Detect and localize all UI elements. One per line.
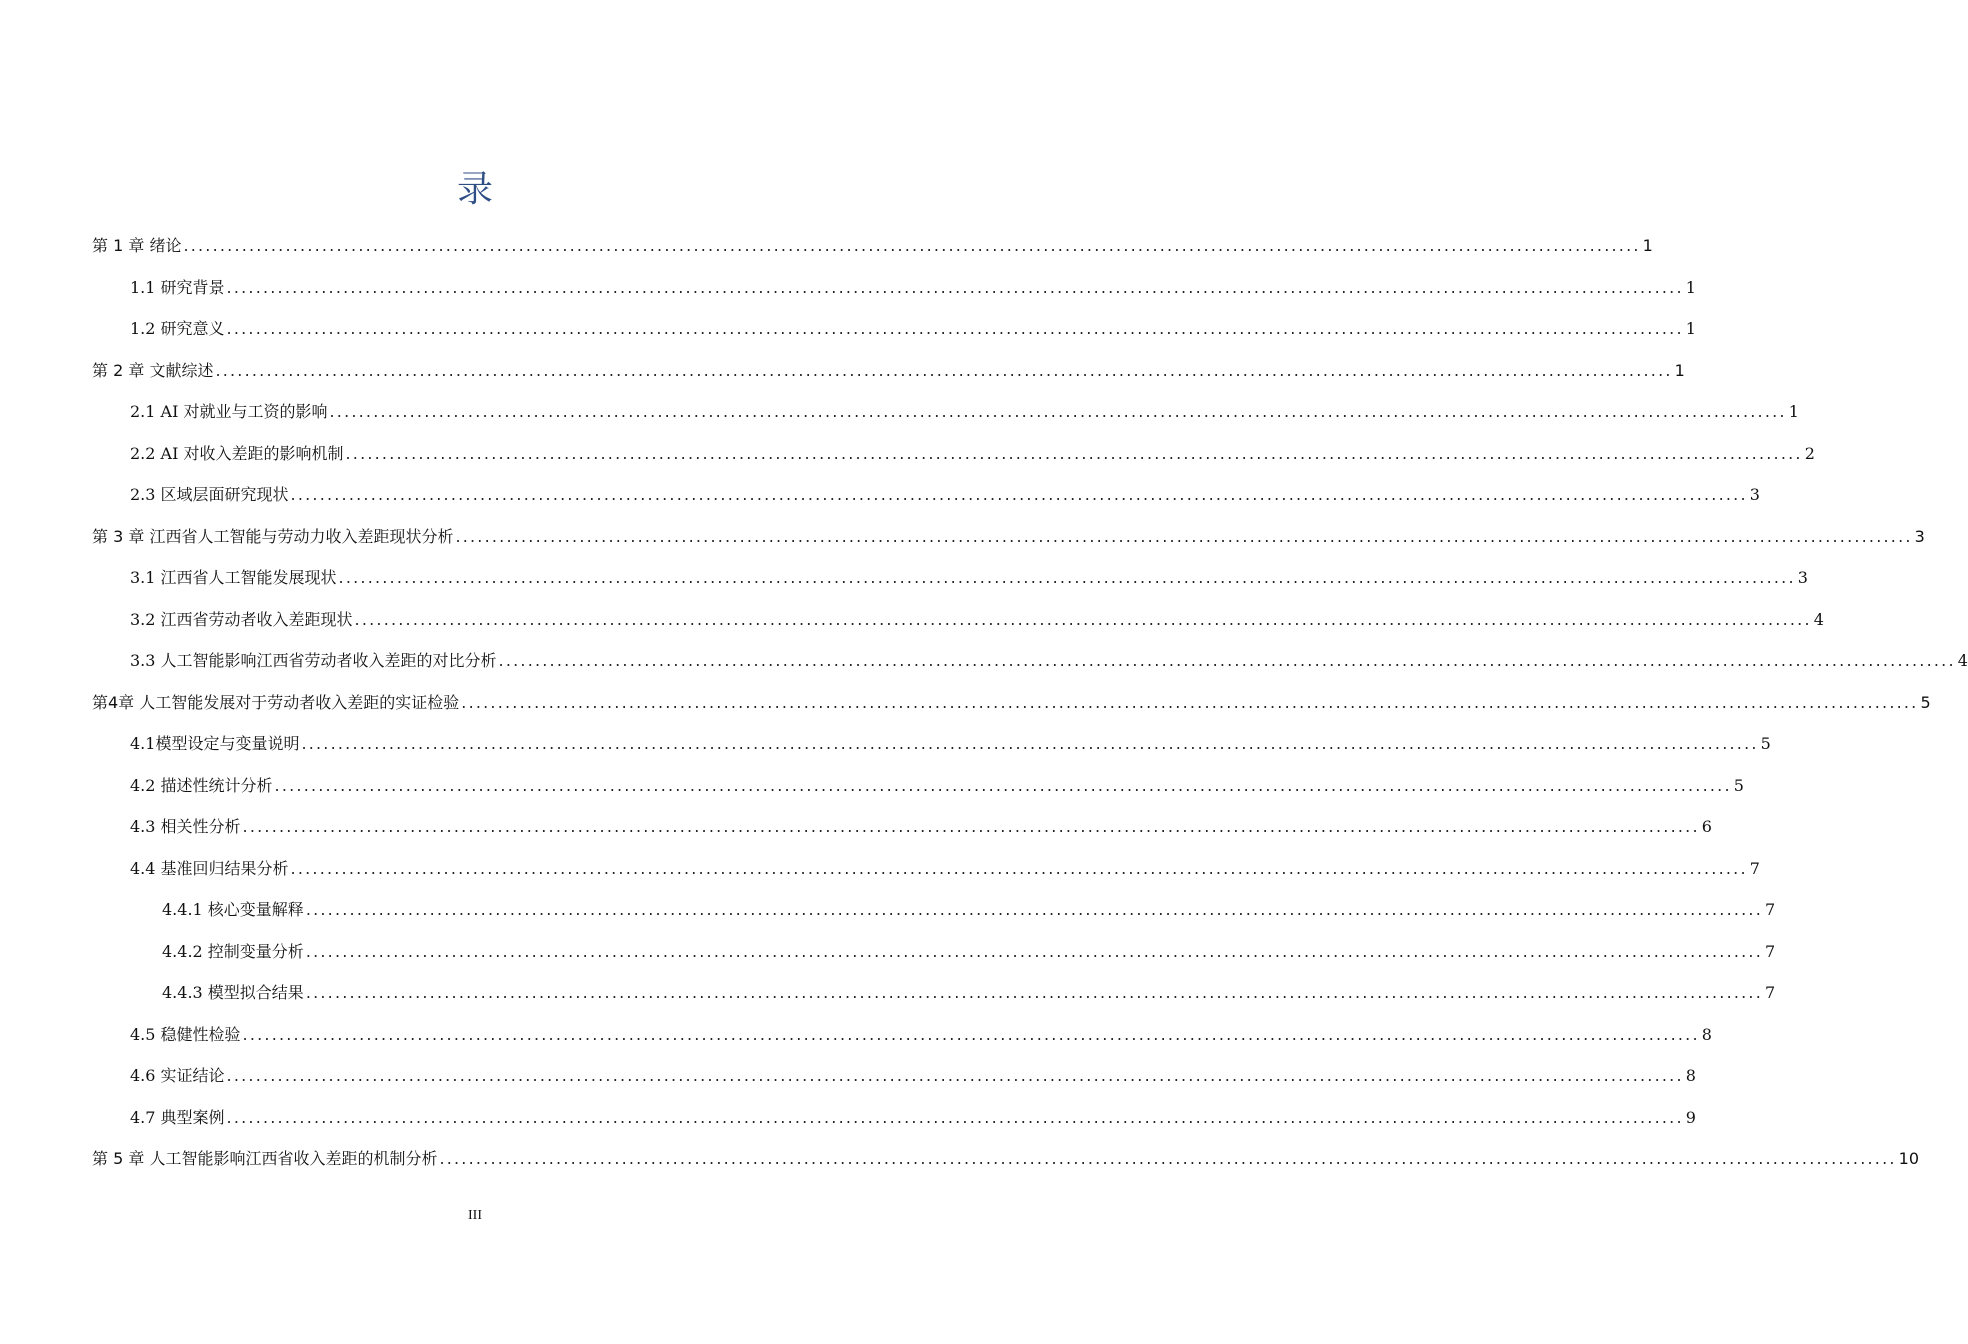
toc-entry-page-number: 10 [1898,1149,1919,1168]
toc-entry-title: 3.1 江西省人工智能发展现状 [130,568,337,587]
toc-entry-page-number: 3 [1749,485,1760,504]
toc-entry[interactable] [162,896,1776,924]
toc-entry-page-number: 7 [1765,941,1776,961]
toc-entry[interactable] [130,855,1760,883]
toc-entry[interactable] [130,772,1744,800]
toc-entry[interactable] [130,398,1799,426]
toc-entry-page-number: 7 [1765,900,1776,919]
toc-entry[interactable] [130,440,1815,468]
toc-entry-page-number: 3 [1914,526,1925,546]
toc-entry[interactable] [130,1021,1712,1049]
toc-entry-page-number: 1 [1674,360,1685,380]
toc-dot-leader: ........................................................................................................................................................................................................ [301,734,1759,753]
toc-entry-title: 4.7 典型案例 [130,1107,225,1127]
toc-dot-leader: ........................................................................................................................................................................................................ [455,526,1913,546]
toc-entry-title: 第 3 章 江西省人工智能与劳动力收入差距现状分析 [92,526,454,546]
toc-dot-leader: ........................................................................................................................................................................................................ [183,236,1641,255]
page-heading: 录 [456,169,493,210]
toc-dot-leader: ........................................................................................................................................................................................................ [498,651,1956,670]
toc-entry-title: 2.1 AI 对就业与工资的影响 [130,402,328,421]
toc-entry-title: 4.4.3 模型拟合结果 [162,983,304,1002]
toc-dot-leader: ........................................................................................................................................................................................................ [274,775,1732,795]
toc-dot-leader: ........................................................................................................................................................................................................ [338,568,1796,587]
toc-entry[interactable] [130,564,1808,592]
toc-entry-page-number: 5 [1760,734,1771,753]
toc-entry-page-number: 5 [1920,692,1931,712]
toc-dot-leader: ........................................................................................................................................................................................................ [242,817,1700,836]
toc-entry-title: 2.3 区域层面研究现状 [130,485,289,504]
toc-entry-page-number: 3 [1797,568,1808,587]
toc-entry-page-number: 1 [1685,277,1696,297]
toc-entry-page-number: 7 [1749,858,1760,878]
toc-entry-page-number: 5 [1733,775,1744,795]
toc-entry-page-number: 4 [1813,609,1824,629]
toc-dot-leader: ........................................................................................................................................................................................................ [290,858,1748,878]
toc-entry-page-number: 4 [1957,651,1968,670]
toc-dot-leader: ........................................................................................................................................................................................................ [345,443,1803,463]
toc-entry-title: 2.2 AI 对收入差距的影响机制 [130,443,344,463]
toc-entry-page-number: 7 [1765,983,1776,1002]
toc-entry[interactable] [92,357,1685,385]
toc-entry-title: 1.2 研究意义 [130,319,225,338]
toc-entry-page-number: 9 [1685,1107,1696,1127]
toc-entry-page-number: 2 [1804,443,1815,463]
toc-entry-title: 4.5 稳健性检验 [130,1024,241,1044]
toc-dot-leader: ........................................................................................................................................................................................................ [354,609,1812,629]
toc-dot-leader: ........................................................................................................................................................................................................ [305,983,1763,1002]
toc-dot-leader: ........................................................................................................................................................................................................ [226,319,1684,338]
toc-entry[interactable] [130,315,1696,343]
toc-entry-page-number: 8 [1685,1066,1696,1085]
toc-dot-leader: ........................................................................................................................................................................................................ [226,1066,1684,1085]
toc-entry[interactable] [162,979,1776,1007]
toc-entry-title: 第 2 章 文献综述 [92,360,214,380]
toc-entry-title: 4.4.2 控制变量分析 [162,941,304,961]
toc-dot-leader: ........................................................................................................................................................................................................ [242,1024,1700,1044]
toc-entry[interactable] [130,274,1696,302]
toc-dot-leader: ........................................................................................................................................................................................................ [305,900,1763,919]
toc-entry-title: 第 5 章 人工智能影响江西省收入差距的机制分析 [92,1149,438,1168]
toc-entry-page-number: 1 [1642,236,1653,255]
toc-entry-page-number: 1 [1788,402,1799,421]
toc-entry[interactable] [130,647,1968,675]
toc-entry-page-number: 8 [1701,1024,1712,1044]
toc-entry-title: 第 1 章 绪论 [92,236,182,255]
toc-dot-leader: ........................................................................................................................................................................................................ [290,485,1748,504]
toc-entry[interactable] [130,730,1771,758]
toc-dot-leader: ........................................................................................................................................................................................................ [226,1107,1684,1127]
toc-dot-leader: ........................................................................................................................................................................................................ [215,360,1673,380]
toc-entry[interactable] [92,689,1931,717]
toc-dot-leader: ........................................................................................................................................................................................................ [329,402,1787,421]
toc-entry-page-number: 1 [1685,319,1696,338]
toc-entry-title: 1.1 研究背景 [130,277,225,297]
toc-entry-title: 4.3 相关性分析 [130,817,241,836]
toc-entry-title: 第4章 人工智能发展对于劳动者收入差距的实证检验 [92,692,460,712]
toc-entry[interactable] [162,938,1776,966]
toc-entry-title: 3.2 江西省劳动者收入差距现状 [130,609,353,629]
toc-entry-title: 4.6 实证结论 [130,1066,225,1085]
toc-entry[interactable] [130,481,1760,509]
toc-entry-title: 4.4 基准回归结果分析 [130,858,289,878]
toc-entry-title: 4.4.1 核心变量解释 [162,900,304,919]
toc-entry-title: 4.2 描述性统计分析 [130,775,273,795]
toc-dot-leader: ........................................................................................................................................................................................................ [226,277,1684,297]
toc-entry[interactable] [130,1104,1696,1132]
toc-entry[interactable] [130,1062,1696,1090]
toc-dot-leader: ........................................................................................................................................................................................................ [439,1149,1897,1168]
toc-entry[interactable] [92,523,1925,551]
toc-entry-title: 3.3 人工智能影响江西省劳动者收入差距的对比分析 [130,651,497,670]
toc-entry[interactable] [92,232,1653,260]
toc-entry[interactable] [130,813,1712,841]
page-number-footer: III [468,1208,482,1223]
toc-entry-title: 4.1模型设定与变量说明 [130,734,300,753]
toc-dot-leader: ........................................................................................................................................................................................................ [305,941,1763,961]
toc-dot-leader: ........................................................................................................................................................................................................ [461,692,1919,712]
toc-entry-page-number: 6 [1701,817,1712,836]
toc-entry[interactable] [92,1145,1919,1173]
toc-entry[interactable] [130,606,1824,634]
